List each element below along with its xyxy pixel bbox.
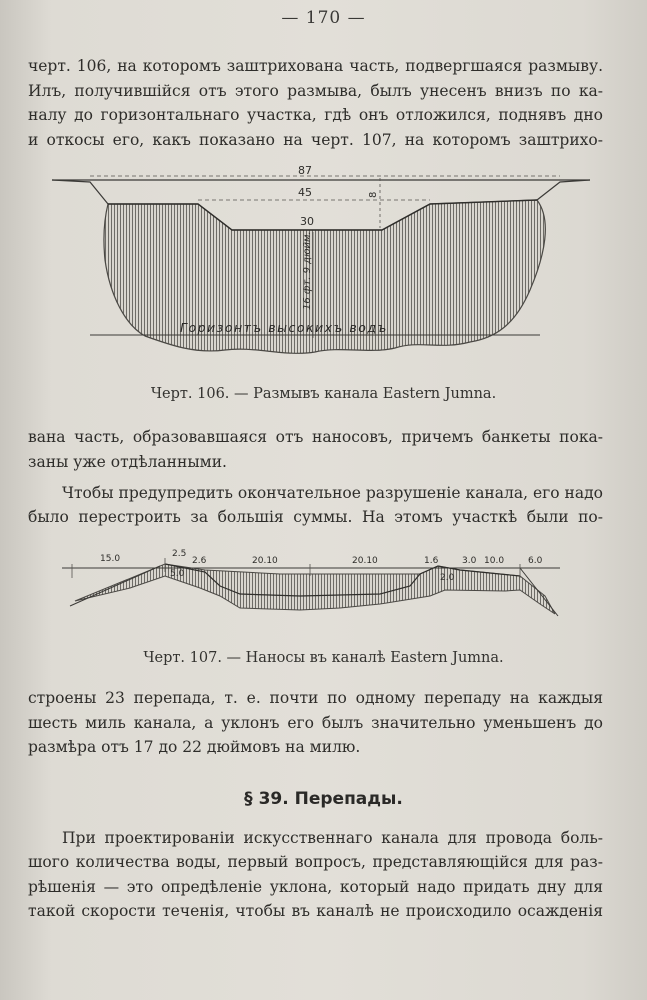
text-line: вана часть, образовавшаяся отъ наносовъ, причемъ банкеты пока- bbox=[28, 428, 603, 446]
label-2-6: 2.6 bbox=[192, 556, 207, 566]
text-line: налу до горизонтальнаго участка, гдѣ онъ отложился, поднявъ дно bbox=[28, 106, 603, 124]
text-line: При проектированіи искусственнаго канала для провода боль- bbox=[62, 829, 603, 847]
label-87: 87 bbox=[298, 164, 312, 177]
label-20-10-a: 20.10 bbox=[252, 556, 278, 566]
label-2-0: 2.0 bbox=[440, 573, 455, 583]
paragraph-5-cont bbox=[28, 850, 603, 924]
figure-106-caption: Черт. 106. — Размывъ канала Eastern Jumna. bbox=[150, 386, 497, 402]
paragraph-4 bbox=[28, 686, 603, 760]
paragraph-3 bbox=[62, 481, 603, 506]
label-20-10-b: 20.10 bbox=[352, 556, 378, 566]
label-6-0: 6.0 bbox=[528, 556, 543, 566]
text-line: шого количества воды, первый вопросъ, представляющійся для раз- bbox=[28, 853, 603, 871]
label-high-water: Горизонтъ высокихъ водъ bbox=[180, 320, 388, 335]
paragraph-5 bbox=[62, 826, 603, 851]
original-section-outline-right bbox=[537, 180, 590, 200]
text-line: шесть миль канала, а уклонъ его былъ значительно уменьшенъ до bbox=[28, 713, 603, 732]
text-line: Илъ, получившійся отъ этого размыва, былъ унесенъ внизъ по ка- bbox=[28, 81, 603, 100]
text-line: было перестроить за большія суммы. На этомъ участкѣ были по- bbox=[28, 508, 603, 526]
text-line: и откосы его, какъ показано на черт. 107, на которомъ заштрихо- bbox=[28, 130, 603, 149]
text-line: рѣшенія — это опредѣленіе уклона, который надо придать дну для bbox=[28, 877, 603, 896]
paragraph-3-cont bbox=[28, 505, 603, 530]
text-line: размѣра отъ 17 до 22 дюймовъ на милю. bbox=[28, 738, 361, 756]
label-2-5: 2.5 bbox=[172, 549, 187, 559]
text-line: заны уже отдѣланными. bbox=[28, 452, 227, 471]
paragraph-1 bbox=[28, 54, 603, 152]
label-5-0: 5.0 bbox=[170, 569, 185, 579]
figure-106-canal-scour bbox=[0, 160, 647, 380]
figure-107-canal-deposits bbox=[0, 546, 647, 636]
label-depth: 16 фт. 9 дюйм. bbox=[302, 231, 313, 310]
slope-line-left bbox=[70, 566, 160, 606]
label-3-0: 3.0 bbox=[462, 556, 477, 566]
paragraph-2 bbox=[28, 425, 603, 474]
page-number: — 170 — bbox=[281, 8, 366, 28]
text-line: строены 23 перепада, т. е. почти по одному перепаду на каждыя bbox=[28, 689, 603, 707]
label-30: 30 bbox=[300, 215, 314, 228]
section-heading: § 39. Перепады. bbox=[244, 789, 403, 809]
figure-107-caption: Черт. 107. — Наносы въ каналѣ Eastern Jumna. bbox=[143, 650, 504, 666]
label-45: 45 bbox=[298, 186, 312, 199]
label-10-0: 10.0 bbox=[484, 556, 505, 566]
label-15-0: 15.0 bbox=[100, 554, 121, 564]
original-section-outline bbox=[52, 180, 108, 204]
label-1-6: 1.6 bbox=[424, 556, 439, 566]
text-line: Чтобы предупредить окончательное разрушеніе канала, его надо bbox=[62, 484, 603, 502]
label-8: 8 bbox=[368, 191, 379, 198]
text-line: черт. 106, на которомъ заштрихована часть, подвергшаяся размыву. bbox=[28, 57, 603, 75]
text-line: такой скорости теченія, чтобы въ каналѣ не происходило осажденія bbox=[28, 902, 603, 920]
